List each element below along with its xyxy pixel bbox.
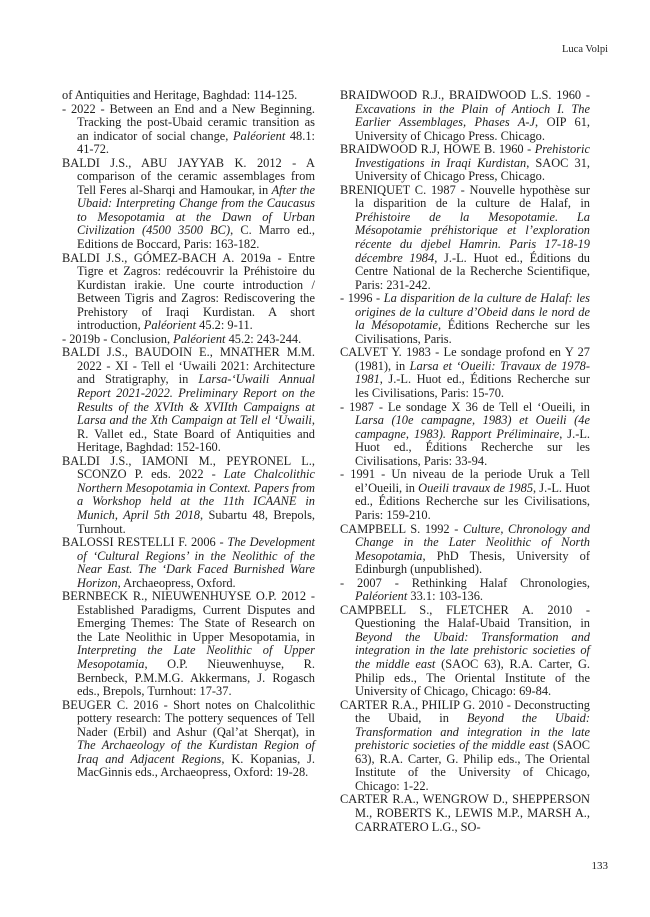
entry-text: , C. Marro ed., Editions de Boccard, Paris: 163-182. — [77, 223, 315, 252]
entry-text: 45.2: 9-11. — [196, 318, 253, 333]
entry-text: , Subartu 48, Brepols, Turnhout. — [77, 507, 315, 536]
bibliography-right-column — [340, 89, 590, 834]
bibliography-entry — [340, 699, 590, 794]
entry-italic-title: Paléorient — [232, 128, 286, 143]
entry-italic-title: Paléorient — [143, 318, 197, 333]
entry-text: , PhD Thesis, University of Edinburgh (unpublished). — [355, 548, 590, 577]
entry-text: BALDI J.S., IAMONI M., PEYRONEL L., SCONZO P. eds. 2022 - — [62, 453, 315, 482]
entry-text: BALDI J.S., GÓMEZ-BACH A. 2019a - Entre Tigre et Zagros: redécouvrir la Préhistoire du Kurdistan irakie. Une courte introduction / Between Tigris and Zagros: Rediscovering the Prehistory of Iraqi Kurdistan. A short introduction, — [62, 250, 315, 333]
entry-italic-title: Culture, Chronology and Change in the Later Neolithic of North Mesopotamia — [355, 521, 590, 563]
entry-italic-title: Oueili travaux de 1985 — [418, 480, 534, 495]
entry-italic-title: After the Ubaid: Interpreting Change from the Caucasus to Mesopotamia at the Dawn of Urban Civilization (4500 3500 BC) — [77, 182, 315, 238]
entry-italic-title: Larsa-‘Uwaili Annual Report 2021-2022. Preliminary Report on the Results of the XVIth & XVIIth Campaigns at Larsa and the Xth Campaign at Tell el ‘Uwaili — [77, 372, 315, 428]
entry-italic-title: Interpreting the Late Neolithic of Upper Mesopotamia — [77, 643, 315, 671]
entry-text: , J.-L. Huot ed., Éditions Recherche sur les Civilisations, Paris: 159-210. — [355, 480, 590, 522]
entry-text: CARTER R.A., PHILIP G. 2010 - Deconstructing the Ubaid, in — [340, 697, 590, 726]
entry-text: , SAOC 31, University of Chicago Press, Chicago. — [355, 155, 590, 184]
entry-text: - 2019b - Conclusion, — [62, 331, 174, 346]
entry-text: - 1987 - Le sondage X 36 de Tell el ‘Oueili, in — [340, 399, 590, 414]
entry-text: - 2022 - Between an End and a New Beginning. Tracking the post-Ubaid ceramic transition as an indicator of social change, — [62, 101, 315, 143]
entry-text: , OIP 61, University of Chicago Press. Chicago. — [355, 115, 590, 143]
entry-text: , J.-L. Huot ed., Éditions du Centre National de la Recherche Scientifique, Paris: 231-242. — [355, 250, 590, 292]
entry-italic-title: Larsa et ‘Oueili: Travaux de 1978-1981 — [355, 358, 591, 387]
bibliography-entry — [62, 455, 315, 536]
bibliography-entry — [340, 604, 590, 699]
bibliography-entry — [62, 536, 315, 590]
bibliography-entry — [62, 590, 315, 698]
entry-text: - 1996 - — [340, 291, 384, 306]
entry-text: 33.1: 103-136. — [407, 589, 484, 604]
entry-text: BEUGER C. 2016 - Short notes on Chalcolithic pottery research: The pottery sequences of Tell Nader (Erbil) and Ashur (Qal’at Sherqat), in — [62, 697, 315, 739]
bibliography-entry — [340, 793, 590, 834]
entry-italic-title: Paléorient — [355, 589, 408, 604]
entry-italic-title: La disparition de la culture de Halaf: les origines de la culture d’Obeid dans le nord de la Mésopotamie — [355, 291, 590, 333]
bibliography-entry — [340, 143, 590, 184]
bibliography-left-column — [62, 89, 315, 780]
bibliography-entry — [62, 157, 315, 252]
bibliography-entry — [340, 401, 590, 469]
page-number: 133 — [591, 860, 608, 872]
entry-text: 45.2: 243-244. — [225, 331, 302, 346]
entry-italic-title: Préhistoire de la Mesopotamie. La Mésopotamie préhistorique et l’exploration récente du djebel Hamrin. Paris 17-18-19 décembre 1984 — [355, 209, 590, 265]
entry-italic-title: Late Chalcolithic Northern Mesopotamia in Context. Papers from a Workshop held at the 11th ICAANE in Munich, April 5th 2018 — [77, 467, 315, 522]
entry-text: CALVET Y. 1983 - Le sondage profond en Y 27 (1981), in — [340, 345, 590, 373]
entry-text: CARTER R.A., WENGROW D., SHEPPERSON M., ROBERTS K., LEWIS M.P., MARSH A., CARRATERO L.G., SO- — [340, 792, 590, 834]
entry-italic-title: Excavations in the Plain of Antioch I. The Earlier Assemblages, Phases A-J — [355, 101, 590, 130]
bibliography-entry — [62, 89, 315, 103]
entry-italic-title: The Archaeology of the Kurdistan Region of Iraq and Adjacent Regions — [77, 738, 315, 766]
entry-text: , O.P. Nieuwenhuyse, R. Bernbeck, P.M.M.G. Akkermans, J. Rogasch eds., Brepols, Turnhout: 17-37. — [77, 656, 315, 699]
entry-italic-title: Larsa (10e campagne, 1983) et Oueili (4e campagne, 1983). Rapport Préliminaire — [355, 413, 590, 441]
entry-text: CAMPBELL S., FLETCHER A. 2010 - Questioning the Halaf-Ubaid Transition, in — [340, 602, 590, 631]
bibliography-entry — [340, 468, 590, 522]
entry-italic-title: Paléorient — [173, 331, 226, 346]
entry-italic-title: Beyond the Ubaid: Transformation and integration in the late prehistoric societies of the middle east — [355, 711, 590, 753]
entry-text: , K. Kopanias, J. MacGinnis eds., Archaeopress, Oxford: 19-28. — [77, 751, 315, 780]
bibliography-entry — [340, 292, 590, 346]
entry-italic-title: Prehistoric Investigations in Iraqi Kurdistan — [355, 142, 590, 170]
entry-text: , J.-L. Huot ed., Éditions Recherche sur les Civilisations, Paris: 15-70. — [355, 372, 590, 401]
entry-text: - 1991 - Un niveau de la periode Uruk a Tell el’Oueili, in — [340, 467, 590, 495]
bibliography-entry — [62, 252, 315, 333]
bibliography-entry — [62, 699, 315, 780]
entry-text: BRENIQUET C. 1987 - Nouvelle hypothèse sur la disparition de la culture de Halaf, in — [340, 182, 590, 211]
entry-text: of Antiquities and Heritage, Baghdad: 114-125. — [62, 88, 298, 102]
entry-italic-title: The Development of ‘Cultural Regions’ in the Neolithic of the Near East. The ‘Dark Faced Burnished Ware Horizon — [77, 535, 315, 590]
bibliography-entry — [62, 103, 315, 157]
entry-text: , R. Vallet ed., State Board of Antiquities and Heritage, Baghdad: 152-160. — [77, 413, 315, 455]
entry-text: BERNBECK R., NIEUWENHUYSE O.P. 2012 - Established Paradigms, Current Disputes and Emerging Themes: The State of Research on the Late Neolithic in Upper Mesopotamia, in — [62, 589, 315, 644]
entry-text: , Archaeopress, Oxford. — [117, 575, 236, 590]
bibliography-entry — [340, 346, 590, 400]
entry-text: (SAOC 63), R.A. Carter, G. Philip eds., The Oriental Institute of the University of Chicago, Chicago: 1-22. — [355, 738, 591, 793]
entry-text: , J.-L. Huot ed., Éditions Recherche sur les Civilisations, Paris: 33-94. — [355, 426, 590, 468]
entry-text: BRAIDWOOD R.J., BRAIDWOOD L.S. 1960 - — [340, 88, 590, 102]
bibliography-entry — [62, 333, 315, 347]
entry-text: BALDI J.S., ABU JAYYAB K. 2012 - A comparison of the ceramic assemblages from Tell Feres al-Sharqi and Hamoukar, in — [62, 155, 315, 197]
entry-text: BALOSSI RESTELLI F. 2006 - — [62, 535, 228, 550]
entry-text: , Éditions Recherche sur les Civilisations, Paris. — [355, 318, 590, 346]
entry-text: 48.1: 41-72. — [77, 128, 315, 157]
bibliography-entry — [62, 346, 315, 454]
entry-text: BALDI J.S., BAUDOIN E., MNATHER M.M. 2022 - XI - Tell el ‘Uwaili 2021: Architecture and Stratigraphy, in — [62, 345, 315, 387]
entry-text: CAMPBELL S. 1992 - — [340, 521, 463, 536]
bibliography-entry — [340, 184, 590, 292]
entry-italic-title: Beyond the Ubaid: Transformation and integration in the late prehistoric societies of the middle east — [355, 629, 590, 671]
running-header-author: Luca Volpi — [562, 44, 608, 55]
entry-text: (SAOC 63), R.A. Carter, G. Philip eds., The Oriental Institute of the University of Chicago, Chicago: 69-84. — [355, 656, 591, 699]
entry-text: BRAIDWOOD R.J, HOWE B. 1960 - — [340, 142, 535, 157]
bibliography-entry — [340, 89, 590, 143]
entry-text: - 2007 - Rethinking Halaf Chronologies, — [340, 575, 590, 590]
bibliography-entry — [340, 523, 590, 577]
bibliography-entry — [340, 577, 590, 604]
